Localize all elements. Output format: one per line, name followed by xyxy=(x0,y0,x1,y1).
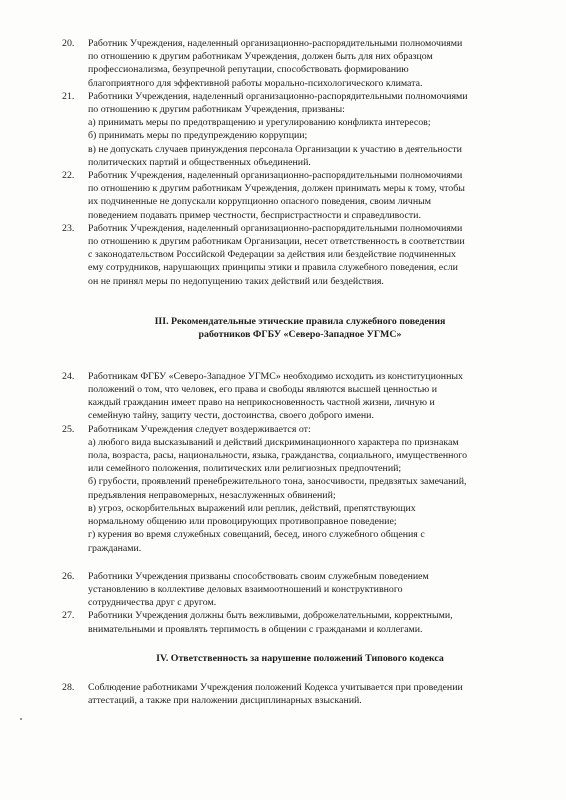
clause-text-line: по отношению к другим работникам Учреждения, должен принимать меры к тому, чтобы xyxy=(88,183,465,195)
clauses-24-25 xyxy=(62,370,538,555)
clauses-20-23 xyxy=(62,37,538,288)
clause-28 xyxy=(62,681,538,707)
clause-text-line: по отношению к другим работникам Учреждения, призваны: xyxy=(88,104,345,116)
clause-item xyxy=(62,423,538,555)
clause-text-line: внимательными и проявлять терпимость в общении с гражданами и коллегами. xyxy=(88,623,423,635)
clause-text-line: профессионализма, безупречной репутации, способствовать формированию xyxy=(88,64,409,76)
clause-item xyxy=(62,169,538,222)
clause-text-line: или семейного положения, политических или религиозных предпочтений; xyxy=(88,463,402,475)
clause-text-line: их подчиненные не допускали коррупционно опасного поведения, своим личным xyxy=(88,196,432,208)
clause-item xyxy=(62,370,538,423)
clause-text-line: в) не допускать случаев принуждения персонала Организации к участию в деятельности xyxy=(88,143,462,155)
clause-text-line: с законодательством Российской Федерации за действия или бездействие подчиненных xyxy=(88,249,456,261)
clause-text-line: поведением подавать пример честности, беспристрастности и справедливости. xyxy=(88,209,421,221)
clause-text-line: б) принимать меры по предупреждению коррупции; xyxy=(88,130,308,142)
clause-item xyxy=(62,570,538,610)
clause-text-line: г) курения во время служебных совещаний, бесед, иного служебного общения с xyxy=(88,529,425,541)
clause-item xyxy=(62,37,538,90)
clause-text-line: установлению в коллективе деловых взаимоотношений и конструктивного xyxy=(88,583,403,595)
clause-text-line: Работник Учреждения, наделенный организационно-распорядительными полномочиями xyxy=(88,222,463,234)
clause-number: 24. xyxy=(62,370,75,382)
clause-number: 23. xyxy=(62,222,75,234)
clause-text-line: каждый гражданин имеет право на неприкосновенность частной жизни, личную и xyxy=(88,397,435,409)
clause-text-line: по отношению к другим работникам Организации, несет ответственность в соответствии xyxy=(88,236,465,248)
clause-number: 28. xyxy=(62,682,75,694)
clause-item xyxy=(62,681,538,707)
clause-text-line: а) любого вида высказываний и действий дискриминационного характера по признакам xyxy=(88,436,459,448)
clause-text-line: он не принял меры по недопущению таких действий или бездействия. xyxy=(88,275,384,287)
section-4-title-line1: IV. Ответственность за нарушение положений Типового кодекса xyxy=(156,652,444,664)
section-3-title-line1: III. Рекомендательные этические правила служебного поведения xyxy=(154,315,446,327)
clause-item xyxy=(62,222,538,288)
section-3-heading xyxy=(62,315,538,342)
clause-item xyxy=(62,609,538,635)
clause-text-line: Работник Учреждения, наделенный организационно-распорядительными полномочиями xyxy=(88,170,463,182)
clause-text-line: благоприятного для эффективной работы морально-психологического климата. xyxy=(88,77,423,89)
clause-text-line: гражданами. xyxy=(88,542,142,554)
clauses-26-27 xyxy=(62,570,538,636)
section-3-title-line2: работников ФГБУ «Северо-Западное УГМС» xyxy=(198,329,402,341)
clause-text-line: Работникам ФГБУ «Северо-Западное УГМС» необходимо исходить из конституционных xyxy=(88,370,463,382)
clause-text-line: Работники Учреждения призваны способствовать своим служебным поведением xyxy=(88,570,429,582)
clause-text-line: Соблюдение работниками Учреждения положений Кодекса учитывается при проведении xyxy=(88,682,463,694)
clause-text-line: политических партий и общественных объединений. xyxy=(88,156,311,168)
clause-text-line: Работники Учреждения должны быть вежливыми, доброжелательными, корректными, xyxy=(88,610,453,622)
clause-text-line: пола, возраста, расы, национальности, языка, гражданства, социального, имущественного xyxy=(88,450,468,462)
clause-text-line: Работник Учреждения, наделенный организационно-распорядительными полномочиями xyxy=(88,38,463,49)
clause-text-line: ему сотрудников, нарушающих принципы этики и правила служебного поведения, если xyxy=(88,262,458,274)
clause-number: 26. xyxy=(62,570,75,582)
clause-number: 20. xyxy=(62,38,75,49)
clause-item xyxy=(62,90,538,169)
clause-number: 25. xyxy=(62,423,75,435)
clause-text-line: аттестаций, а также при наложении дисциплинарных взысканий. xyxy=(88,695,362,707)
section-4-heading xyxy=(62,652,538,666)
clause-text-line: а) принимать меры по предотвращению и урегулированию конфликта интересов; xyxy=(88,117,431,129)
clause-text-line: сотрудничества друг с другом. xyxy=(88,597,217,609)
clause-text-line: Работники Учреждения, наделенный организационно-распорядительными полномочиями xyxy=(88,90,468,102)
clause-text-line: б) грубости, проявлений пренебрежительного тона, заносчивости, предвзятых замечаний, xyxy=(88,476,467,488)
clause-text-line: положений о том, что человек, его права и свободы являются высшей ценностью и xyxy=(88,384,437,396)
clause-number: 22. xyxy=(62,170,75,182)
clause-text-line: предъявления неправомерных, незаслуженных обвинений; xyxy=(88,489,336,501)
clause-text-line: семейную тайну, защиту чести, достоинства, своего доброго имени. xyxy=(88,410,374,422)
clause-text-line: нормальному общению или провоцирующих противоправное поведение; xyxy=(88,516,397,528)
clause-text-line: Работникам Учреждения следует воздерживается от: xyxy=(88,423,311,435)
clause-number: 27. xyxy=(62,610,75,622)
clause-number: 21. xyxy=(62,90,75,102)
clause-text-line: в) угроз, оскорбительных выражений или реплик, действий, препятствующих xyxy=(88,502,416,514)
scan-speck xyxy=(20,718,22,720)
clause-text-line: по отношению к другим работникам Учреждения, должен быть для них образцом xyxy=(88,51,433,63)
